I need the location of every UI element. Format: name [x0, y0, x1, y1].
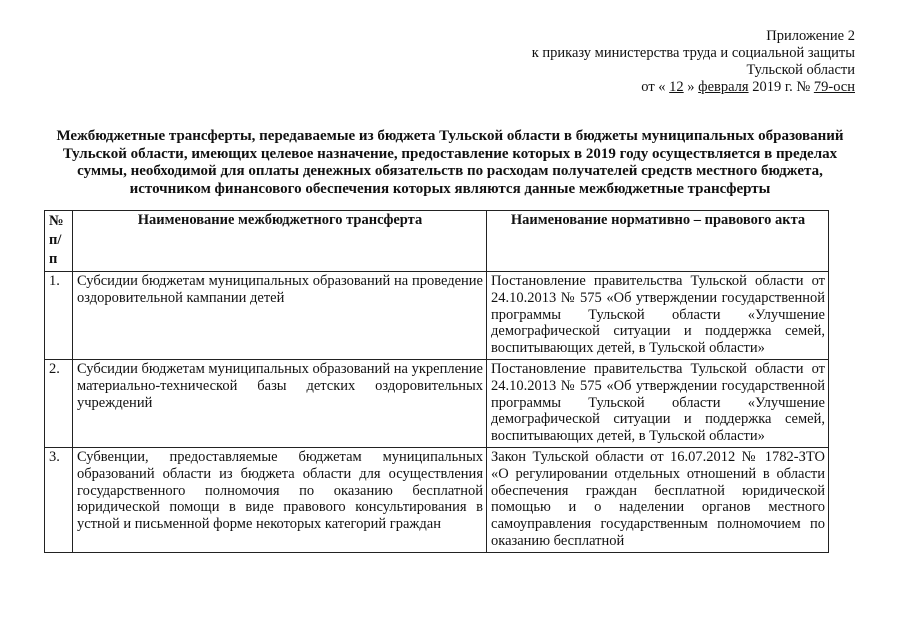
row-number: 3. — [45, 447, 73, 552]
transfers-table — [44, 210, 829, 553]
header-transfer-name: Наименование межбюджетного трансферта — [73, 211, 487, 272]
table-row — [45, 447, 829, 552]
transfer-name: Субвенции, предоставляемые бюджетам муниципальных образований области из бюджета области для осуществления государственного полномочия по оказанию бесплатной юридической помощи в виде правового консультирования в устной и письменной форме некоторых категорий граждан — [73, 447, 487, 552]
appendix-block — [532, 28, 855, 96]
appendix-date-line — [532, 79, 855, 96]
row-number: 1. — [45, 272, 73, 360]
date-month: февраля — [698, 79, 749, 95]
appendix-line-3: Тульской области — [746, 62, 855, 78]
header-legal-act: Наименование нормативно – правового акта — [487, 211, 829, 272]
legal-act: Закон Тульской области от 16.07.2012 № 1782-ЗТО «О регулировании отдельных отношений в области обеспечения граждан бесплатной юридической помощью и о наделении органов местного самоуправления государственным полномочием по оказанию бесплатной — [487, 447, 829, 552]
date-mid: » — [687, 79, 695, 95]
transfer-name: Субсидии бюджетам муниципальных образований на укрепление материально-технической базы детских оздоровительных учреждений — [73, 359, 487, 447]
legal-act: Постановление правительства Тульской области от 24.10.2013 № 575 «Об утверждении государственной программы Тульской области «Улучшение демографической ситуации и поддержка семей, воспитывающих детей, в Тульской области» — [487, 359, 829, 447]
appendix-line-2: к приказу министерства труда и социальной защиты — [531, 45, 855, 61]
table-row — [45, 272, 829, 360]
order-number: 79-осн — [813, 79, 855, 95]
date-prefix: от « — [641, 79, 666, 95]
transfer-name: Субсидии бюджетам муниципальных образований на проведение оздоровительной кампании детей — [73, 272, 487, 360]
header-number: № п/ п — [45, 211, 73, 272]
document-title: Межбюджетные трансферты, передаваемые из бюджета Тульской области в бюджеты муниципальных образований Тульской области, имеющих целевое назначение, предоставление которых в 2019 году осуществляется в пределах суммы, необходимой для оплаты денежных обязательств по расходам получателей средств местного бюджета, источником финансового обеспечения которых являются данные межбюджетные трансферты — [56, 128, 844, 197]
row-number: 2. — [45, 359, 73, 447]
appendix-line-1: Приложение 2 — [766, 28, 855, 44]
date-day: 12 — [669, 79, 684, 95]
date-year: 2019 г. № — [752, 79, 811, 95]
table-row — [45, 359, 829, 447]
legal-act: Постановление правительства Тульской области от 24.10.2013 № 575 «Об утверждении государственной программы Тульской области «Улучшение демографической ситуации и поддержка семей, воспитывающих детей, в Тульской области» — [487, 272, 829, 360]
table-header-row — [45, 211, 829, 272]
